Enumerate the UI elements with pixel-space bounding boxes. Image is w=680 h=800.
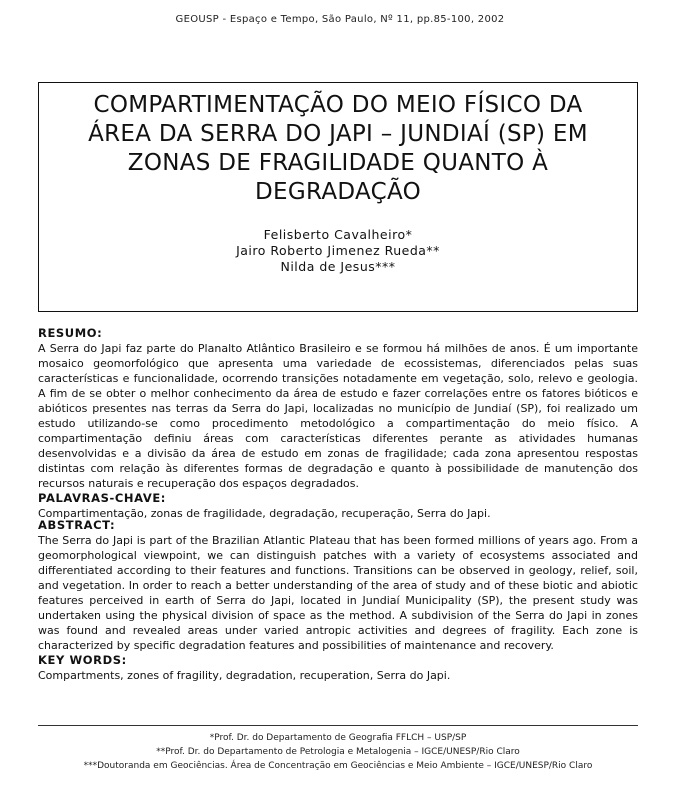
footnote-2: **Prof. Dr. do Departamento de Petrologia e Metalogenia – IGCE/UNESP/Rio Claro xyxy=(156,747,520,757)
author-2: Jairo Roberto Jimenez Rueda** xyxy=(236,243,440,258)
title-line-4: DEGRADAÇÃO xyxy=(255,179,421,205)
article-title xyxy=(51,91,625,207)
title-box xyxy=(38,82,638,312)
key-words-heading: KEY WORDS: xyxy=(38,653,127,667)
abstract-heading: ABSTRACT: xyxy=(38,518,116,532)
key-words-text: Compartments, zones of fragility, degradation, recuperation, Serra do Japi. xyxy=(38,669,451,682)
palavras-chave-text: Compartimentação, zonas de fragilidade, degradação, recuperação, Serra do Japi. xyxy=(38,507,491,520)
journal-citation-header: GEOUSP - Espaço e Tempo, São Paulo, Nº 11, pp.85-100, 2002 xyxy=(175,14,505,25)
abstract-section xyxy=(38,518,638,683)
resumo-heading: RESUMO: xyxy=(38,326,103,340)
title-line-3: ZONAS DE FRAGILIDADE QUANTO À xyxy=(127,150,549,176)
footnote-1: *Prof. Dr. do Departamento de Geografia FFLCH – USP/SP xyxy=(209,733,467,743)
author-1: Felisberto Cavalheiro* xyxy=(263,227,413,242)
title-line-2: ÁREA DA SERRA DO JAPI – JUNDIAÍ (SP) EM xyxy=(88,121,588,147)
palavras-chave-heading: PALAVRAS-CHAVE: xyxy=(38,491,166,505)
resumo-section xyxy=(38,326,638,521)
footnote-3: ***Doutoranda em Geociências. Área de Concentração em Geociências e Meio Ambiente – IGCE/UNESP/Rio Claro xyxy=(83,761,593,771)
author-list xyxy=(39,227,637,275)
abstract-text: The Serra do Japi is part of the Brazilian Atlantic Plateau that has been formed millions of years ago. From a geomorphological viewpoint, we can distinguish patches with a variety of ecosystems associated and differentiated according to their features and functions. Transitions can be observed in geology, relief, soil, and vegetation. In order to reach a better understanding of the area of study and of these biotic and abiotic features perceived in earth of Serra do Japi, located in Jundiaí Municipality (SP), the present study was undertaken using the physical division of space as the method. A subdivision of the Serra do Japi in zones was found and revealed areas under varied antropic activities and degrees of fragility. Each zone is characterized by specific degradation features and possibilities of maintenance and recovery. xyxy=(38,534,638,652)
footnotes xyxy=(38,725,638,773)
title-line-1: COMPARTIMENTAÇÃO DO MEIO FÍSICO DA xyxy=(93,92,583,118)
resumo-text: A Serra do Japi faz parte do Planalto Atlântico Brasileiro e se formou há milhões de anos. É um importante mosaico geomorfológico que apresenta uma variedade de ecossistemas, diferenciados pelas suas características e funcionalidade, ocorrendo transições notadamente em vegetação, solo, relevo e geologia. A fim de se obter o melhor conhecimento da área de estudo e fazer correlações entre os fatores bióticos e abióticos presentes nas terras da Serra do Japi, localizadas no município de Jundiaí (SP), foi realizado um estudo utilizando-se como procedimento metodológico a compartimentação do meio físico. A compartimentação definiu áreas com características diferentes perante as atividades humanas desenvolvidas e a divisão da área de estudo em zonas de fragilidade; cada zona apresentou respostas distintas com relação às diferentes formas de degradação e quanto à possibilidade de manutenção dos recursos naturais e recuperação dos espaços degradados. xyxy=(38,342,638,490)
author-3: Nilda de Jesus*** xyxy=(280,259,396,274)
